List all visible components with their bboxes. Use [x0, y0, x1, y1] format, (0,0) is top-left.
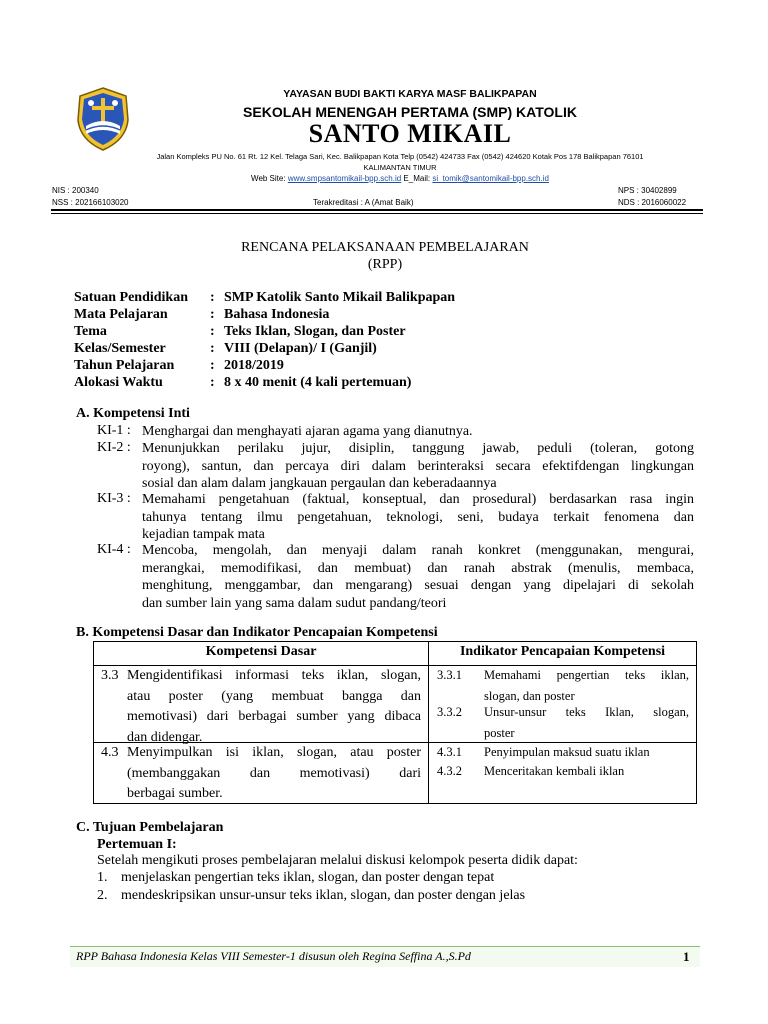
indicator-text: Penyimpulan maksud suatu iklan: [484, 745, 650, 759]
nis-number: NIS : 200340: [52, 186, 99, 195]
identity-row: Mata Pelajaran : Bahasa Indonesia: [74, 307, 330, 322]
document-title: RENCANA PELAKSANAAN PEMBELAJARAN: [241, 240, 529, 255]
ki-3-text: Memahami pengetahuan (faktual, konseptual, dan prosedural) berdasarkan rasa ingin tahunya tentang ilmu pengetahuan, teknologi, seni, budaya terkait fenomena dan kejadian tampak mata: [142, 492, 694, 542]
ki-2-text: Menunjukkan perilaku jujur, disiplin, tanggung jawab, peduli (toleran, gotong royong), santun, dan percaya diri dalam berinteraksi secara efektifdengan lingkungan sosial dan alam dalam jangkauan pergaulan dan keberadaannya: [142, 441, 694, 491]
identity-row: Tahun Pelajaran : 2018/2019: [74, 358, 284, 373]
nss-number: NSS : 202166103020: [52, 198, 129, 207]
school-address: Jalan Kompleks PU No. 61 Rt. 12 Kel. Telaga Sari, Kec. Balikpapan Kota Telp (0542) 424733 Fax (0542) 424620 Kotak Pos 178 Balikpapan 76101: [156, 152, 644, 161]
school-region: KALIMANTAN TIMUR: [363, 163, 437, 172]
indicator-number: 4.3.2: [437, 764, 462, 778]
foundation-name: YAYASAN BUDI BAKTI KARYA MASF BALIKPAPAN: [283, 88, 537, 100]
indicator-text: Menceritakan kembali iklan: [484, 764, 625, 778]
ki-3-code: KI-3 :: [97, 491, 131, 506]
meeting-label: Pertemuan I:: [97, 837, 177, 852]
section-b-heading: B. Kompetensi Dasar dan Indikator Pencapaian Kompetensi: [76, 625, 438, 640]
ki-4-code: KI-4 :: [97, 542, 131, 557]
objective-number: 2.: [97, 888, 108, 903]
ki-1-code: KI-1 :: [97, 423, 131, 438]
ki-1-text: Menghargai dan menghayati ajaran agama yang dianutnya.: [142, 424, 473, 439]
ki-4-text: Mencoba, mengolah, dan menyaji dalam ranah konkret (menggunakan, mengurai, merangkai, memodifikasi, dan membuat) dan ranah abstrak (menulis, membaca, menghitung, menggambar, dan mengarang) sesuai dengan yang dipelajari di sekolah dan sumber lain yang sama dalam sudut pandang/teori: [142, 543, 694, 611]
email-label: E_Mail:: [403, 174, 431, 183]
school-type: SEKOLAH MENENGAH PERTAMA (SMP) KATOLIK: [243, 104, 577, 120]
objectives-intro: Setelah mengikuti proses pembelajaran melalui diskusi kelompok peserta didik dapat:: [97, 853, 578, 868]
contact-line: [60, 174, 740, 183]
website-label: Web Site:: [251, 174, 286, 183]
identity-row: Kelas/Semester : VIII (Delapan)/ I (Ganjil): [74, 341, 377, 356]
document-subtitle: (RPP): [367, 257, 403, 272]
indicator-text: Memahami pengertian teks iklan, slogan, dan poster: [484, 668, 689, 703]
identity-block: [74, 289, 455, 391]
objective-text: mendeskripsikan unsur-unsur teks iklan, slogan, dan poster dengan jelas: [121, 888, 526, 903]
header-rule-thick: [51, 209, 703, 211]
footer-text: RPP Bahasa Indonesia Kelas VIII Semester-1 disusun oleh Regina Seffina A.,S.Pd: [76, 949, 471, 963]
identity-row: Tema : Teks Iklan, Slogan, dan Poster: [74, 324, 406, 339]
ki-2-code: KI-2 :: [97, 440, 131, 455]
kd-column-header: Kompetensi Dasar: [205, 644, 317, 659]
indicator-number: 3.3.2: [437, 705, 462, 719]
identity-row: Satuan Pendidikan : SMP Katolik Santo Mikail Balikpapan: [74, 290, 456, 305]
website-link[interactable]: www.smpsantomikail-bpp.sch.id: [287, 174, 402, 183]
school-name: SANTO MIKAIL: [308, 119, 512, 148]
school-crest-icon: [74, 86, 132, 152]
indicator-column-header: Indikator Pencapaian Kompetensi: [459, 644, 666, 659]
identity-row: Alokasi Waktu : 8 x 40 menit (4 kali pertemuan): [74, 375, 412, 390]
page-number: 1: [683, 949, 690, 964]
objective-text: menjelaskan pengertian teks iklan, slogan, dan poster dengan tepat: [121, 870, 495, 885]
school-logo: [74, 86, 132, 152]
header-rule-thin: [51, 213, 703, 214]
section-a-heading: A. Kompetensi Inti: [76, 406, 190, 421]
indicator-number: 3.3.1: [437, 668, 462, 682]
email-link[interactable]: si_tomik@santomikail-bpp.sch.id: [432, 174, 549, 183]
kd-number: 4.3: [101, 745, 119, 760]
accreditation: Terakreditasi : A (Amat Baik): [313, 198, 414, 207]
kd-text: Menyimpulkan isi iklan, slogan, atau poster (membanggakan dan memotivasi) dari berbagai sumber.: [127, 745, 421, 801]
indicator-number: 4.3.1: [437, 745, 462, 759]
objective-number: 1.: [97, 870, 108, 885]
nds-number: NDS : 2016060022: [618, 198, 687, 207]
section-c-heading: C. Tujuan Pembelajaran: [76, 820, 224, 835]
indicator-text: Unsur-unsur teks Iklan, slogan, poster: [484, 705, 689, 740]
kd-text: Mengidentifikasi informasi teks iklan, slogan, atau poster (yang membuat bangga dan memotivasi) dari berbagai sumber yang dibaca dan didengar.: [127, 668, 421, 745]
kd-number: 3.3: [101, 668, 119, 683]
competency-table: [93, 641, 697, 804]
nps-number: NPS : 30402899: [618, 186, 677, 195]
